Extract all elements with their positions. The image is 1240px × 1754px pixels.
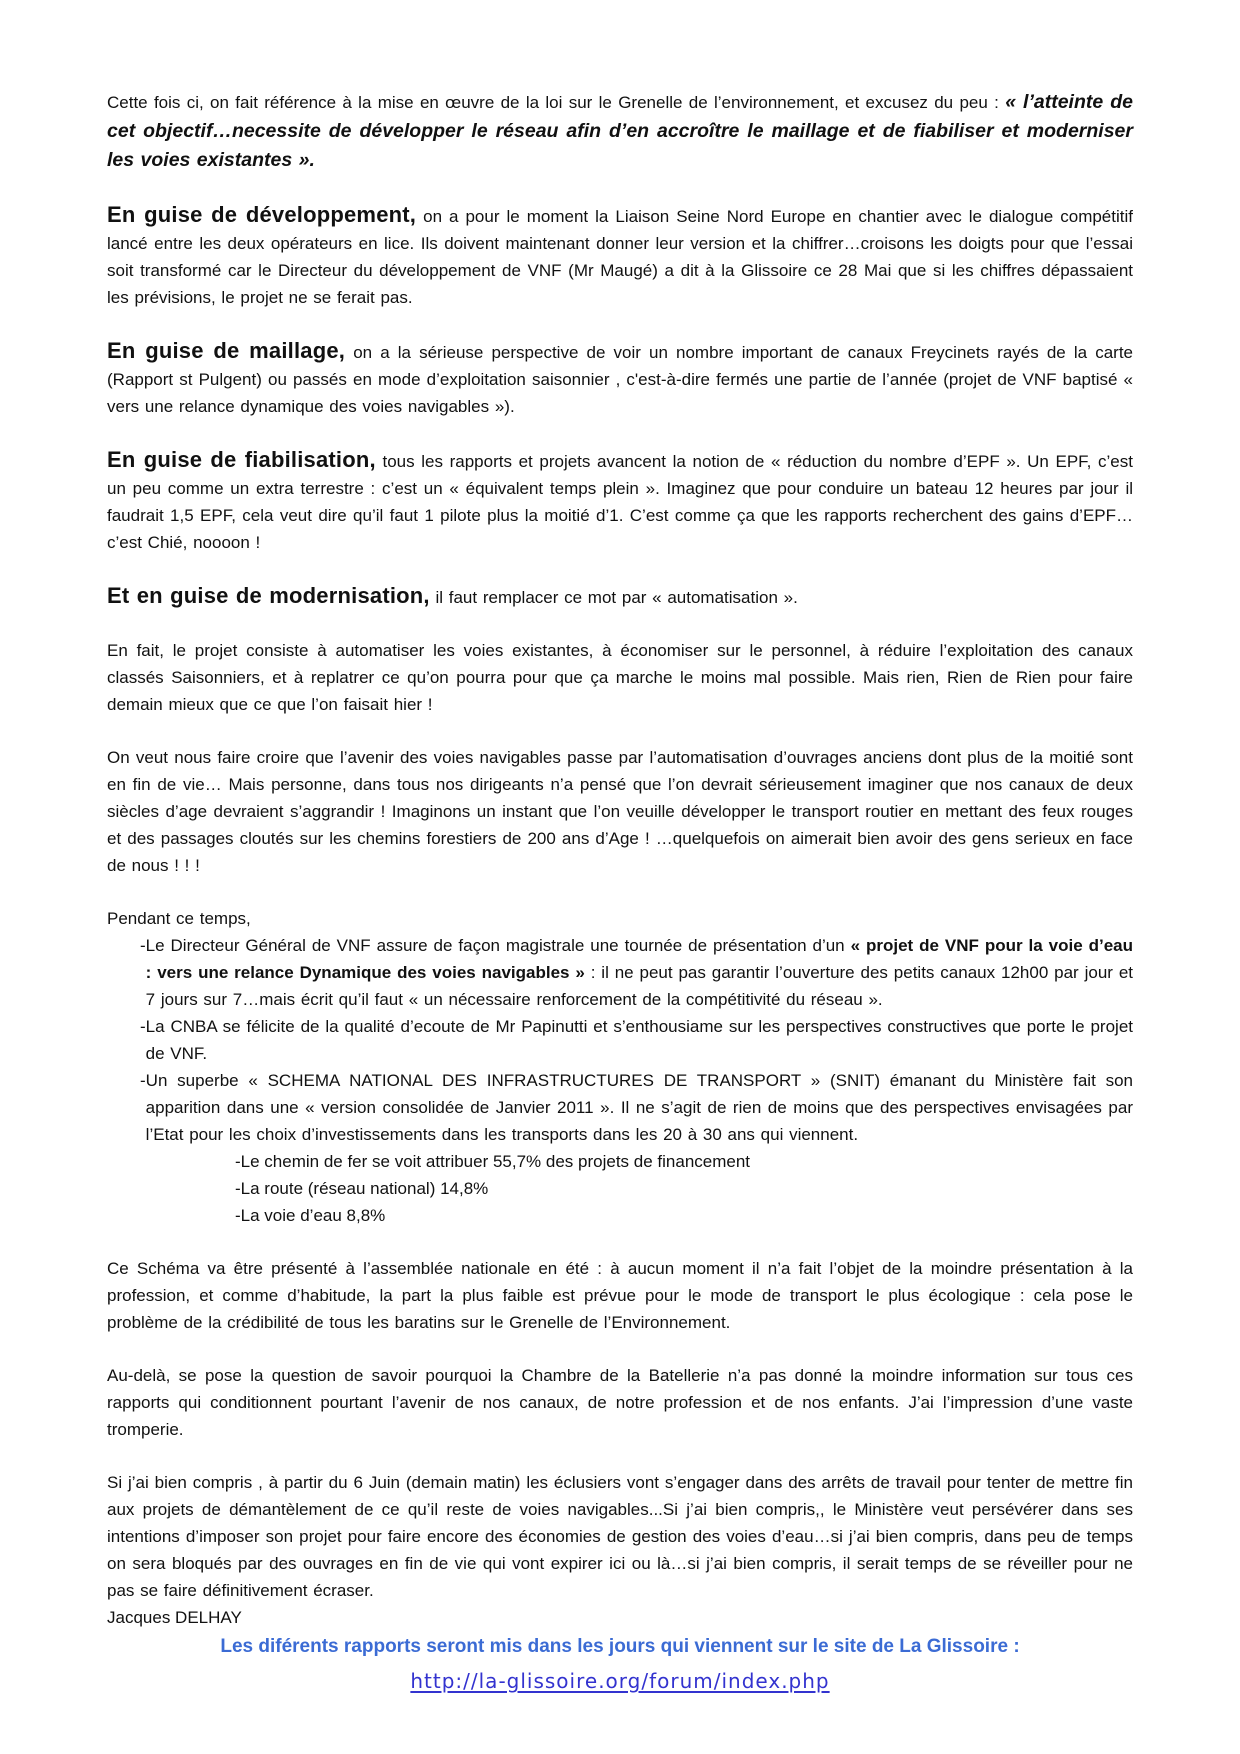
- section-body-modernisation: il faut remplacer ce mot par « automatisation ».: [429, 588, 798, 607]
- sub-list-item-text: Le chemin de fer se voit attribuer 55,7% des projets de financement: [240, 1152, 751, 1171]
- section-body-fiabilisation: tous les rapports et projets avancent la notion de « réduction du nombre d’EPF ». Un EPF, c’est un peu comme un extra terrestre : c’est un « équivalent temps plein ». Imaginez que pour conduire un bateau 12 heures par jour il faudrait 1,5 EPF, cela veut dire qu’il faut 1 pilote plus la moitié d’1. C’est comme ça que les rapports recherchent des gains d’EPF…c’est Chié, noooon !: [107, 452, 1133, 552]
- section-maillage: [107, 337, 1133, 420]
- list-item-text: Le Directeur Général de VNF assure de façon magistrale une tournée de présentation d’un « projet de VNF pour la voie d’eau : vers une relance Dynamique des voies navigables » : il ne peut pas garantir l’ouverture des petits canaux 12h00 par jour et 7 jours sur 7…mais écrit qu’il faut « un nécessaire renforcement de la compétitivité du réseau ».: [145, 936, 1133, 1009]
- intro-paragraph: [107, 88, 1133, 175]
- intro-lead-text: Cette fois ci, on fait référence à la mise en œuvre de la loi sur le Grenelle de l’environnement, et excusez du peu :: [107, 93, 1006, 112]
- dash-marker: -: [140, 936, 146, 955]
- list-item: [107, 932, 1133, 1013]
- dash-marker: -: [235, 1152, 241, 1171]
- section-heading-modernisation: Et en guise de modernisation,: [107, 583, 430, 608]
- footer-announcement: Les diférents rapports seront mis dans les jours qui viennent sur le site de La Glissoire :: [220, 1636, 1020, 1657]
- sub-list-item-text: La voie d’eau 8,8%: [240, 1206, 386, 1225]
- sub-list-item-text: La route (réseau national) 14,8%: [240, 1179, 489, 1198]
- paragraph-on-veut: On veut nous faire croire que l’avenir des voies navigables passe par l’automatisation d’ouvrages anciens dont plus de la moitié sont en fin de vie… Mais personne, dans tous nos dirigeants n’a pensé que l’on devrait sérieusement imaginer que nos canaux de deux siècles d’age devraient s’aggrandir ! Imaginons un instant que l’on veuille développer le transport routier en mettant des feux rouges et des passages cloutés sur les chemins forestiers de 200 ans d’Age ! …quelquefois on aimerait bien avoir des gens serieux en face de nous ! ! !: [107, 748, 1133, 875]
- paragraph-au-dela: Au-delà, se pose la question de savoir pourquoi la Chambre de la Batellerie n’a pas donné la moindre information sur tous ces rapports qui conditionnent pourtant l’avenir de nos canaux, de notre profession et de nos enfants. J’ai l’impression d’une vaste tromperie.: [107, 1366, 1133, 1439]
- dash-marker: -: [235, 1206, 241, 1225]
- pendant-intro: Pendant ce temps,: [107, 909, 251, 928]
- signature: Jacques DELHAY: [107, 1608, 242, 1627]
- dash-marker: -: [140, 1071, 146, 1090]
- sub-list-item: [107, 1202, 1133, 1229]
- paragraph-si-jai-bien-compris: Si j’ai bien compris , à partir du 6 Juin (demain matin) les éclusiers vont s’engager dans des arrêts de travail pour tenter de mettre fin aux projets de démantèlement de ce qu’il reste de voies navigables...Si j’ai bien compris,, le Ministère veut persévérer dans ses intentions d’imposer son projet pour faire encore des économies de gestion des voies d’eau…si j’ai bien compris, dans peu de temps on sera bloqués par des ouvrages en fin de vie qui vont expirer ici ou là…si j’ai bien compris, il serait temps de se réveiller pour ne pas se faire définitivement écraser.: [107, 1473, 1133, 1600]
- footer-link-row: [107, 1669, 1133, 1693]
- dash-marker: -: [140, 1017, 146, 1036]
- section-heading-developpement: En guise de développement,: [107, 202, 417, 227]
- list-item: [107, 1013, 1133, 1067]
- section-heading-fiabilisation: En guise de fiabilisation,: [107, 447, 376, 472]
- sub-list-item: [107, 1148, 1133, 1175]
- section-body-developpement: on a pour le moment la Liaison Seine Nord Europe en chantier avec le dialogue compétitif lancé entre les deux opérateurs en lice. Ils doivent maintenant donner leur version et la chiffrer…croisons les doigts pour que l’essai soit transformé car le Directeur du développement de VNF (Mr Maugé) a dit à la Glissoire ce 28 Mai que si les chiffres dépassaient les prévisions, le projet ne se ferait pas.: [107, 207, 1133, 307]
- list-item-text: La CNBA se félicite de la qualité d’ecoute de Mr Papinutti et s’enthousiame sur les perspectives constructives que porte le projet de VNF.: [145, 1017, 1133, 1063]
- section-body-maillage: on a la sérieuse perspective de voir un nombre important de canaux Freycinets rayés de la carte (Rapport st Pulgent) ou passés en mode d’exploitation saisonnier , c'est-à-dire fermés une partie de l’année (projet de VNF baptisé « vers une relance dynamique des voies navigables »).: [107, 343, 1133, 416]
- intro-quote-text: « l’atteinte de cet objectif…necessite de développer le réseau afin d’en accroître le maillage et de fiabiliser et moderniser les voies existantes ».: [107, 91, 1133, 171]
- list-item-text: Un superbe « SCHEMA NATIONAL DES INFRASTRUCTURES DE TRANSPORT » (SNIT) émanant du Ministère fait son apparition dans une « version consolidée de Janvier 2011 ». Il ne s’agit de rien de moins que des perspectives envisagées par l’Etat pour les choix d’investissements dans les transports dans les 20 à 30 ans qui viennent.: [145, 1071, 1133, 1144]
- forum-link[interactable]: http://la-glissoire.org/forum/index.php: [410, 1669, 830, 1693]
- paragraph-en-fait: En fait, le projet consiste à automatiser les voies existantes, à économiser sur le personnel, à réduire l’exploitation des canaux classés Saisonniers, et à replatrer ce qu’on pourra pour que ça marche le moins mal possible. Mais rien, Rien de Rien pour faire demain mieux que ce que l’on faisait hier !: [107, 641, 1133, 714]
- pendant-list: [107, 932, 1133, 1229]
- dash-marker: -: [235, 1179, 241, 1198]
- section-heading-maillage: En guise de maillage,: [107, 338, 346, 363]
- section-developpement: [107, 201, 1133, 311]
- section-modernisation: [107, 582, 1133, 611]
- list-item: [107, 1067, 1133, 1148]
- paragraph-schema: Ce Schéma va être présenté à l’assemblée nationale en été : à aucun moment il n’a fait l’objet de la moindre présentation à la profession, et comme d’habitude, la part la plus faible est prévue pour le mode de transport le plus écologique : cela pose le problème de la crédibilité de tous les baratins sur le Grenelle de l’Environnement.: [107, 1259, 1133, 1332]
- sub-list-item: [107, 1175, 1133, 1202]
- section-fiabilisation: [107, 446, 1133, 556]
